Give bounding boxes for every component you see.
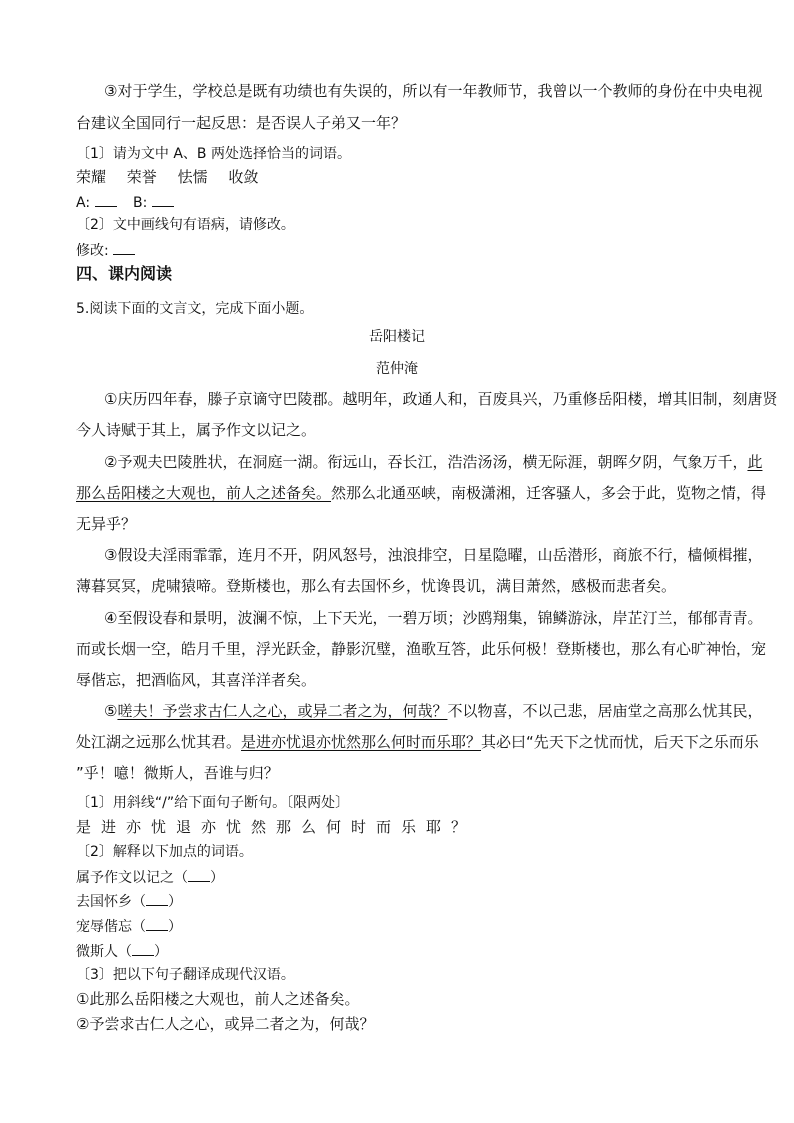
passage-title: 岳阳楼记 (369, 329, 425, 345)
fix-line (76, 240, 135, 260)
q5-sub-question-3: 〔3〕把以下句子翻译成现代汉语。 (76, 967, 295, 983)
word-item-3-blank[interactable] (146, 916, 168, 931)
word-item-3-close: ） (168, 919, 182, 935)
translate-item-2: ②予尝求古仁人之心，或异二者之为，何哉？ (76, 1015, 375, 1033)
q4-sub-question-1: 〔1〕请为文中 A、B 两处选择恰当的词语。 (76, 146, 351, 162)
p2-line2 (76, 484, 766, 502)
q5-intro: 5.阅读下面的文言文，完成下面小题。 (76, 301, 314, 317)
q5-sub-question-1: 〔1〕用斜线“/”给下面句子断句。〔限两处〕 (76, 795, 350, 811)
word-item-4 (76, 941, 168, 961)
option-1: 荣耀 (76, 168, 107, 186)
word-item-3 (76, 916, 182, 936)
q4-para3-line1: ③对于学生，学校总是既有功绩也有失误的，所以有一年教师节，我曾以一个教师的身份在中央电视 (104, 82, 763, 100)
word-item-4-text: 微斯人（ (76, 944, 132, 960)
answer-a-blank[interactable] (95, 192, 117, 207)
p2-underlined-sentence: 那么岳阳楼之大观也，前人之述备矣。 (76, 484, 332, 502)
p2-line2-text: 然那么北通巫峡，南极潇湘，迁客骚人，多会于此，览物之情，得 (331, 484, 767, 502)
q4-sub-question-2: 〔2〕文中画线句有语病，请修改。 (76, 217, 295, 233)
p5-marker: ⑤ (104, 702, 118, 720)
answer-b-label: B: (132, 195, 148, 211)
p5-line3: ”乎！噫！微斯人，吾谁与归？ (76, 764, 279, 782)
fix-blank[interactable] (113, 240, 135, 255)
p4-line1: ④至假设春和景明，波澜不惊，上下天光，一碧万顷；沙鸥翔集，锦鳞游泳，岸芷汀兰，郁郁青青。 (104, 609, 763, 627)
word-item-4-blank[interactable] (132, 941, 154, 956)
section-title: 四、课内阅读 (76, 264, 173, 283)
p5-line2-text-b: 其必曰“先天下之忧而忧，后天下之乐而乐 (481, 733, 759, 751)
q4-para3-line2: 台建议全国同行一起反思：是否误人子弟又一年？ (76, 114, 407, 132)
word-item-2-blank[interactable] (146, 891, 168, 906)
answer-b-blank[interactable] (152, 192, 174, 207)
p3-line1: ③假设夫淫雨霏霏，连月不开，阴风怒号，浊浪排空，日星隐曜，山岳潜形，商旅不行，樯倾楫摧， (104, 546, 763, 564)
answer-a-label: A: (76, 195, 91, 211)
p5-underlined-sentence-2: 是进亦忧退亦忧然那么何时而乐耶？ (241, 733, 482, 751)
p5-line2-text-a: 处江湖之远那么忧其君。 (76, 733, 242, 751)
p2-line1 (104, 453, 762, 471)
p5-line2 (76, 733, 759, 751)
answer-ab-line (76, 192, 174, 212)
passage-author: 范仲淹 (376, 361, 418, 377)
word-item-1-text: 属予作文以记之（ (76, 870, 188, 886)
word-item-2-close: ） (168, 894, 182, 910)
p1-line1: ①庆历四年春，滕子京谪守巴陵郡。越明年，政通人和，百废具兴，乃重修岳阳楼，增其旧制，刻唐贤 (104, 390, 778, 408)
option-3: 怯懦 (177, 168, 208, 186)
word-item-1-close: ） (210, 870, 224, 886)
segmentation-sentence: 是进亦忧退亦忧然那么何时而乐耶？ (76, 818, 477, 836)
p2-line3: 无异乎？ (76, 515, 137, 533)
option-4: 收敛 (228, 168, 259, 186)
p2-line1-text: ②予观夫巴陵胜状，在洞庭一湖。衔远山，吞长江，浩浩汤汤，横无际涯，朝晖夕阴，气象万千， (104, 453, 748, 471)
p4-line2: 而或长烟一空，皓月千里，浮光跃金，静影沉璧，渔歌互答，此乐何极！登斯楼也，那么有心旷神怡，宠 (76, 640, 767, 658)
q5-sub-question-2: 〔2〕解释以下加点的词语。 (76, 844, 253, 860)
option-2: 荣誉 (126, 168, 157, 186)
p5-line1 (104, 702, 762, 720)
p4-line3: 辱偕忘，把酒临风，其喜洋洋者矣。 (76, 671, 317, 689)
translate-item-1: ①此那么岳阳楼之大观也，前人之述备矣。 (76, 990, 360, 1008)
word-item-1 (76, 867, 224, 887)
p5-underlined-sentence-1: 嗟夫！予尝求古仁人之心，或异二者之为，何哉？ (117, 702, 448, 720)
p3-line2: 薄暮冥冥，虎啸猿啼。登斯楼也，那么有去国怀乡，忧谗畏讥，满目萧然，感极而悲者矣。 (76, 577, 677, 595)
word-item-3-text: 宠辱偕忘（ (76, 919, 146, 935)
word-item-4-close: ） (154, 944, 168, 960)
word-item-1-blank[interactable] (188, 867, 210, 882)
word-options (76, 168, 274, 186)
p2-underlined-start: 此 (747, 453, 763, 471)
word-item-2 (76, 891, 182, 911)
word-item-2-text: 去国怀乡（ (76, 894, 146, 910)
p1-line2: 今人诗赋于其上，属予作文以记之。 (76, 421, 317, 439)
fix-label: 修改: (76, 243, 109, 259)
p5-line1-text: 不以物喜，不以己悲，居庙堂之高那么忧其民， (447, 702, 763, 720)
